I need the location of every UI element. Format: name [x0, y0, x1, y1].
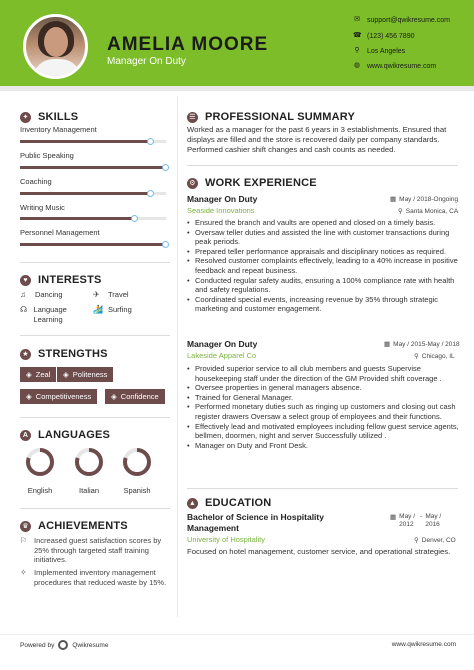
contact-location-text: Los Angeles [367, 47, 406, 55]
location-pin-icon: ⚲ [414, 537, 419, 544]
contact-email[interactable] [353, 16, 471, 24]
tag-icon: ◈ [26, 370, 32, 379]
skill-bar-knob[interactable] [162, 164, 169, 171]
skill-bar[interactable] [20, 140, 166, 143]
qwikresume-logo-icon [58, 640, 68, 650]
education-date-separator: - [420, 513, 423, 520]
job-dates-text: May / 2018-Ongoing [399, 195, 459, 203]
footer-powered: Powered by [20, 641, 55, 649]
strength-badge [20, 389, 97, 404]
skills-heading [20, 111, 78, 123]
interest-item [93, 305, 132, 315]
footer-url[interactable]: www.qwikresume.com [391, 641, 456, 648]
job-bullet: • Performed monetary duties such as ringing up customers and closing out cash register drawers Oversaw a select group of employees and their functions. [187, 402, 459, 421]
profile-photo [23, 14, 88, 79]
skill-name: Personnel Management [20, 228, 100, 237]
gear-icon: ⚙ [187, 178, 198, 189]
job-bullet: • Manager on Duty and Front Desk. [187, 441, 459, 451]
education-school: University of Hospitality [187, 535, 265, 544]
education-location [414, 536, 456, 544]
education-text: Focused on hotel management, customer service, and operational strategies. [187, 547, 451, 556]
job-dates-text: May / 2015-May / 2018 [393, 340, 460, 348]
job-bullet: • Provided superior service to all club members and guests Supervise housekeeping staff under the direction of the GM Provided shift coverage . [187, 364, 459, 383]
strengths-title: STRENGTHS [38, 348, 108, 360]
job-bullet: • Resolved customer complaints effectively, leading to a 40% increase in positive feedback and repeat business. [187, 256, 459, 275]
handshake-icon: ⚐ [20, 536, 28, 545]
job-company: Lakeside Apparel Co [187, 351, 257, 360]
strength-label: Politeness [72, 370, 108, 379]
job-bullet: • Coordinated special events, increasing revenue by 35% through strategic marketing and customer engagement. [187, 295, 459, 314]
skills-title: SKILLS [38, 111, 79, 123]
summary-text: Worked as a manager for the past 6 years in 3 establishments. Ensured that displays are filled and the store is recovered daily per company standards. Performed cashier shift changes and cash counts as needed. [187, 125, 447, 155]
achievement-text: Implemented inventory management procedures that reduced waste by 15%. [34, 568, 167, 587]
job-bullet: • Conducted regular safety audits, ensuring a 100% compliance rate with health and safety regulations. [187, 276, 459, 295]
job-location-text: Chicago, IL [421, 352, 455, 360]
experience-heading [187, 177, 317, 189]
strengths-icon: ★ [20, 349, 31, 360]
contact-website-text: www.qwikresume.com [367, 62, 437, 70]
skill-bar-fill [20, 166, 165, 169]
footer-brand: Qwikresume [72, 641, 109, 649]
job-bullet: • Prepared teller performance appraisals and disciplinary notices as required. [187, 247, 459, 257]
interest-item [20, 290, 63, 300]
strength-badge [57, 367, 113, 382]
job-bullet: • Trained for General Manager. [187, 393, 459, 403]
language-icon: ☊ [20, 305, 28, 314]
job-bullets [187, 364, 459, 450]
contact-email-text: support@qwikresume.com [367, 16, 450, 24]
skill-bar-fill [20, 192, 150, 195]
education-location-text: Denver, CO [421, 536, 456, 544]
skill-bar[interactable] [20, 217, 166, 220]
calendar-icon: ▦ [384, 341, 391, 348]
section-divider [20, 262, 170, 263]
languages-icon: A [20, 430, 31, 441]
job-title: Manager On Duty [187, 339, 258, 349]
phone-icon: ☎ [353, 32, 362, 39]
education-dates [390, 513, 443, 529]
language-name: English [27, 486, 53, 495]
achievements-heading [20, 520, 128, 532]
skill-bar-knob[interactable] [162, 241, 169, 248]
skills-icon: ✦ [20, 112, 31, 123]
bulb-icon: ✧ [20, 568, 27, 577]
interest-label: Travel [108, 290, 129, 299]
briefcase-icon: ☰ [187, 112, 198, 123]
job-bullet: • Effectively lead and motivated employees including fellow guest service agents, bellmen, doormen, night and server Successfully utilized . [187, 422, 459, 441]
footer-divider [0, 634, 474, 635]
interests-heading [20, 274, 102, 286]
education-end: May / 2016 [425, 513, 442, 528]
language-ring [25, 447, 55, 477]
language-ring [74, 447, 104, 477]
skill-bar-knob[interactable] [131, 215, 138, 222]
interest-label: Dancing [35, 290, 63, 299]
job-bullet: • Ensured the branch and vaults are opened and closed on a timely basis. [187, 218, 459, 228]
achievement-item [20, 568, 170, 587]
job-location [414, 352, 455, 360]
tag-icon: ◈ [63, 370, 69, 379]
strength-badge [105, 389, 165, 404]
skill-bar[interactable] [20, 243, 166, 246]
achievements-title: ACHIEVEMENTS [38, 520, 128, 532]
job-bullets [187, 218, 459, 314]
skill-bar-knob[interactable] [147, 190, 154, 197]
job-location [398, 207, 458, 215]
job-dates [384, 340, 460, 348]
language-name: Spanish [123, 486, 151, 495]
section-divider [20, 508, 170, 509]
section-divider [20, 417, 170, 418]
interests-title: INTERESTS [38, 274, 102, 286]
header-shadow [0, 86, 474, 91]
location-icon: ⚲ [354, 47, 360, 54]
skill-bar[interactable] [20, 192, 166, 195]
skill-bar[interactable] [20, 166, 166, 169]
tag-icon: ◈ [111, 392, 117, 401]
skill-bar-knob[interactable] [147, 138, 154, 145]
skill-bar-fill [20, 140, 150, 143]
interest-item [93, 290, 129, 300]
interest-item [20, 305, 88, 325]
summary-heading [187, 111, 355, 123]
job-company: Seaside Innovations [187, 206, 255, 215]
interest-label: Language Learning [33, 305, 67, 324]
photo-face [44, 27, 68, 57]
achievement-item [20, 536, 170, 565]
contact-phone[interactable] [353, 32, 471, 40]
location-pin-icon: ⚲ [414, 353, 419, 360]
contact-location [353, 47, 471, 55]
strength-badge [20, 367, 56, 382]
job-dates [390, 195, 458, 203]
job-location-text: Santa Monica, CA [405, 207, 459, 215]
section-divider [187, 488, 458, 489]
interests-icon: ♥ [20, 275, 31, 286]
contact-website[interactable] [353, 62, 471, 70]
education-degree: Bachelor of Science in Hospitality Management [187, 512, 324, 533]
contact-phone-text: (123) 456 7890 [367, 32, 415, 40]
graduation-cap-icon: ▲ [188, 499, 197, 507]
strength-label: Zeal [35, 370, 51, 379]
achievement-text: Increased guest satisfaction scores by 25% through targeted staff training initiatives. [34, 536, 162, 564]
tag-icon: ◈ [26, 392, 32, 401]
globe-icon: ◍ [353, 62, 361, 69]
calendar-icon: ▦ [390, 514, 397, 521]
languages-title: LANGUAGES [38, 429, 111, 441]
email-icon: ✉ [354, 16, 360, 23]
section-divider [20, 335, 170, 336]
location-pin-icon: ⚲ [398, 208, 403, 215]
strengths-heading [20, 348, 108, 360]
strength-label: Confidence [120, 392, 159, 401]
surfing-icon: 🏄 [93, 305, 103, 314]
section-divider [187, 165, 458, 166]
education-heading [187, 497, 271, 509]
summary-title: PROFESSIONAL SUMMARY [205, 111, 356, 123]
calendar-icon: ▦ [390, 196, 397, 203]
experience-title: WORK EXPERIENCE [205, 177, 317, 189]
skill-name: Inventory Management [20, 125, 97, 134]
education-start: May / 2012 [399, 513, 416, 528]
job-bullet: • Oversaw teller duties and assisted the line with customer transactions during peak periods. [187, 228, 459, 247]
strength-label: Competitiveness [35, 392, 92, 401]
job-bullet: • Oversee properties in general managers absence. [187, 383, 459, 393]
languages-heading [20, 429, 110, 441]
education-title: EDUCATION [205, 497, 272, 509]
language-ring [122, 447, 152, 477]
interest-label: Surfing [108, 305, 132, 314]
music-icon: ♫ [20, 290, 26, 299]
trophy-icon: ♛ [20, 521, 31, 532]
skill-name: Writing Music [20, 203, 65, 212]
skill-name: Public Speaking [20, 151, 74, 160]
candidate-role: Manager On Duty [107, 56, 186, 67]
skill-bar-fill [20, 217, 134, 220]
skill-name: Coaching [20, 177, 52, 186]
skill-bar-fill [20, 243, 165, 246]
language-name: Italian [78, 486, 99, 495]
footer-branding [20, 640, 108, 650]
job-title: Manager On Duty [187, 194, 258, 204]
plane-icon: ✈ [93, 290, 100, 299]
column-divider [177, 97, 178, 617]
candidate-name: AMELIA MOORE [107, 34, 269, 55]
